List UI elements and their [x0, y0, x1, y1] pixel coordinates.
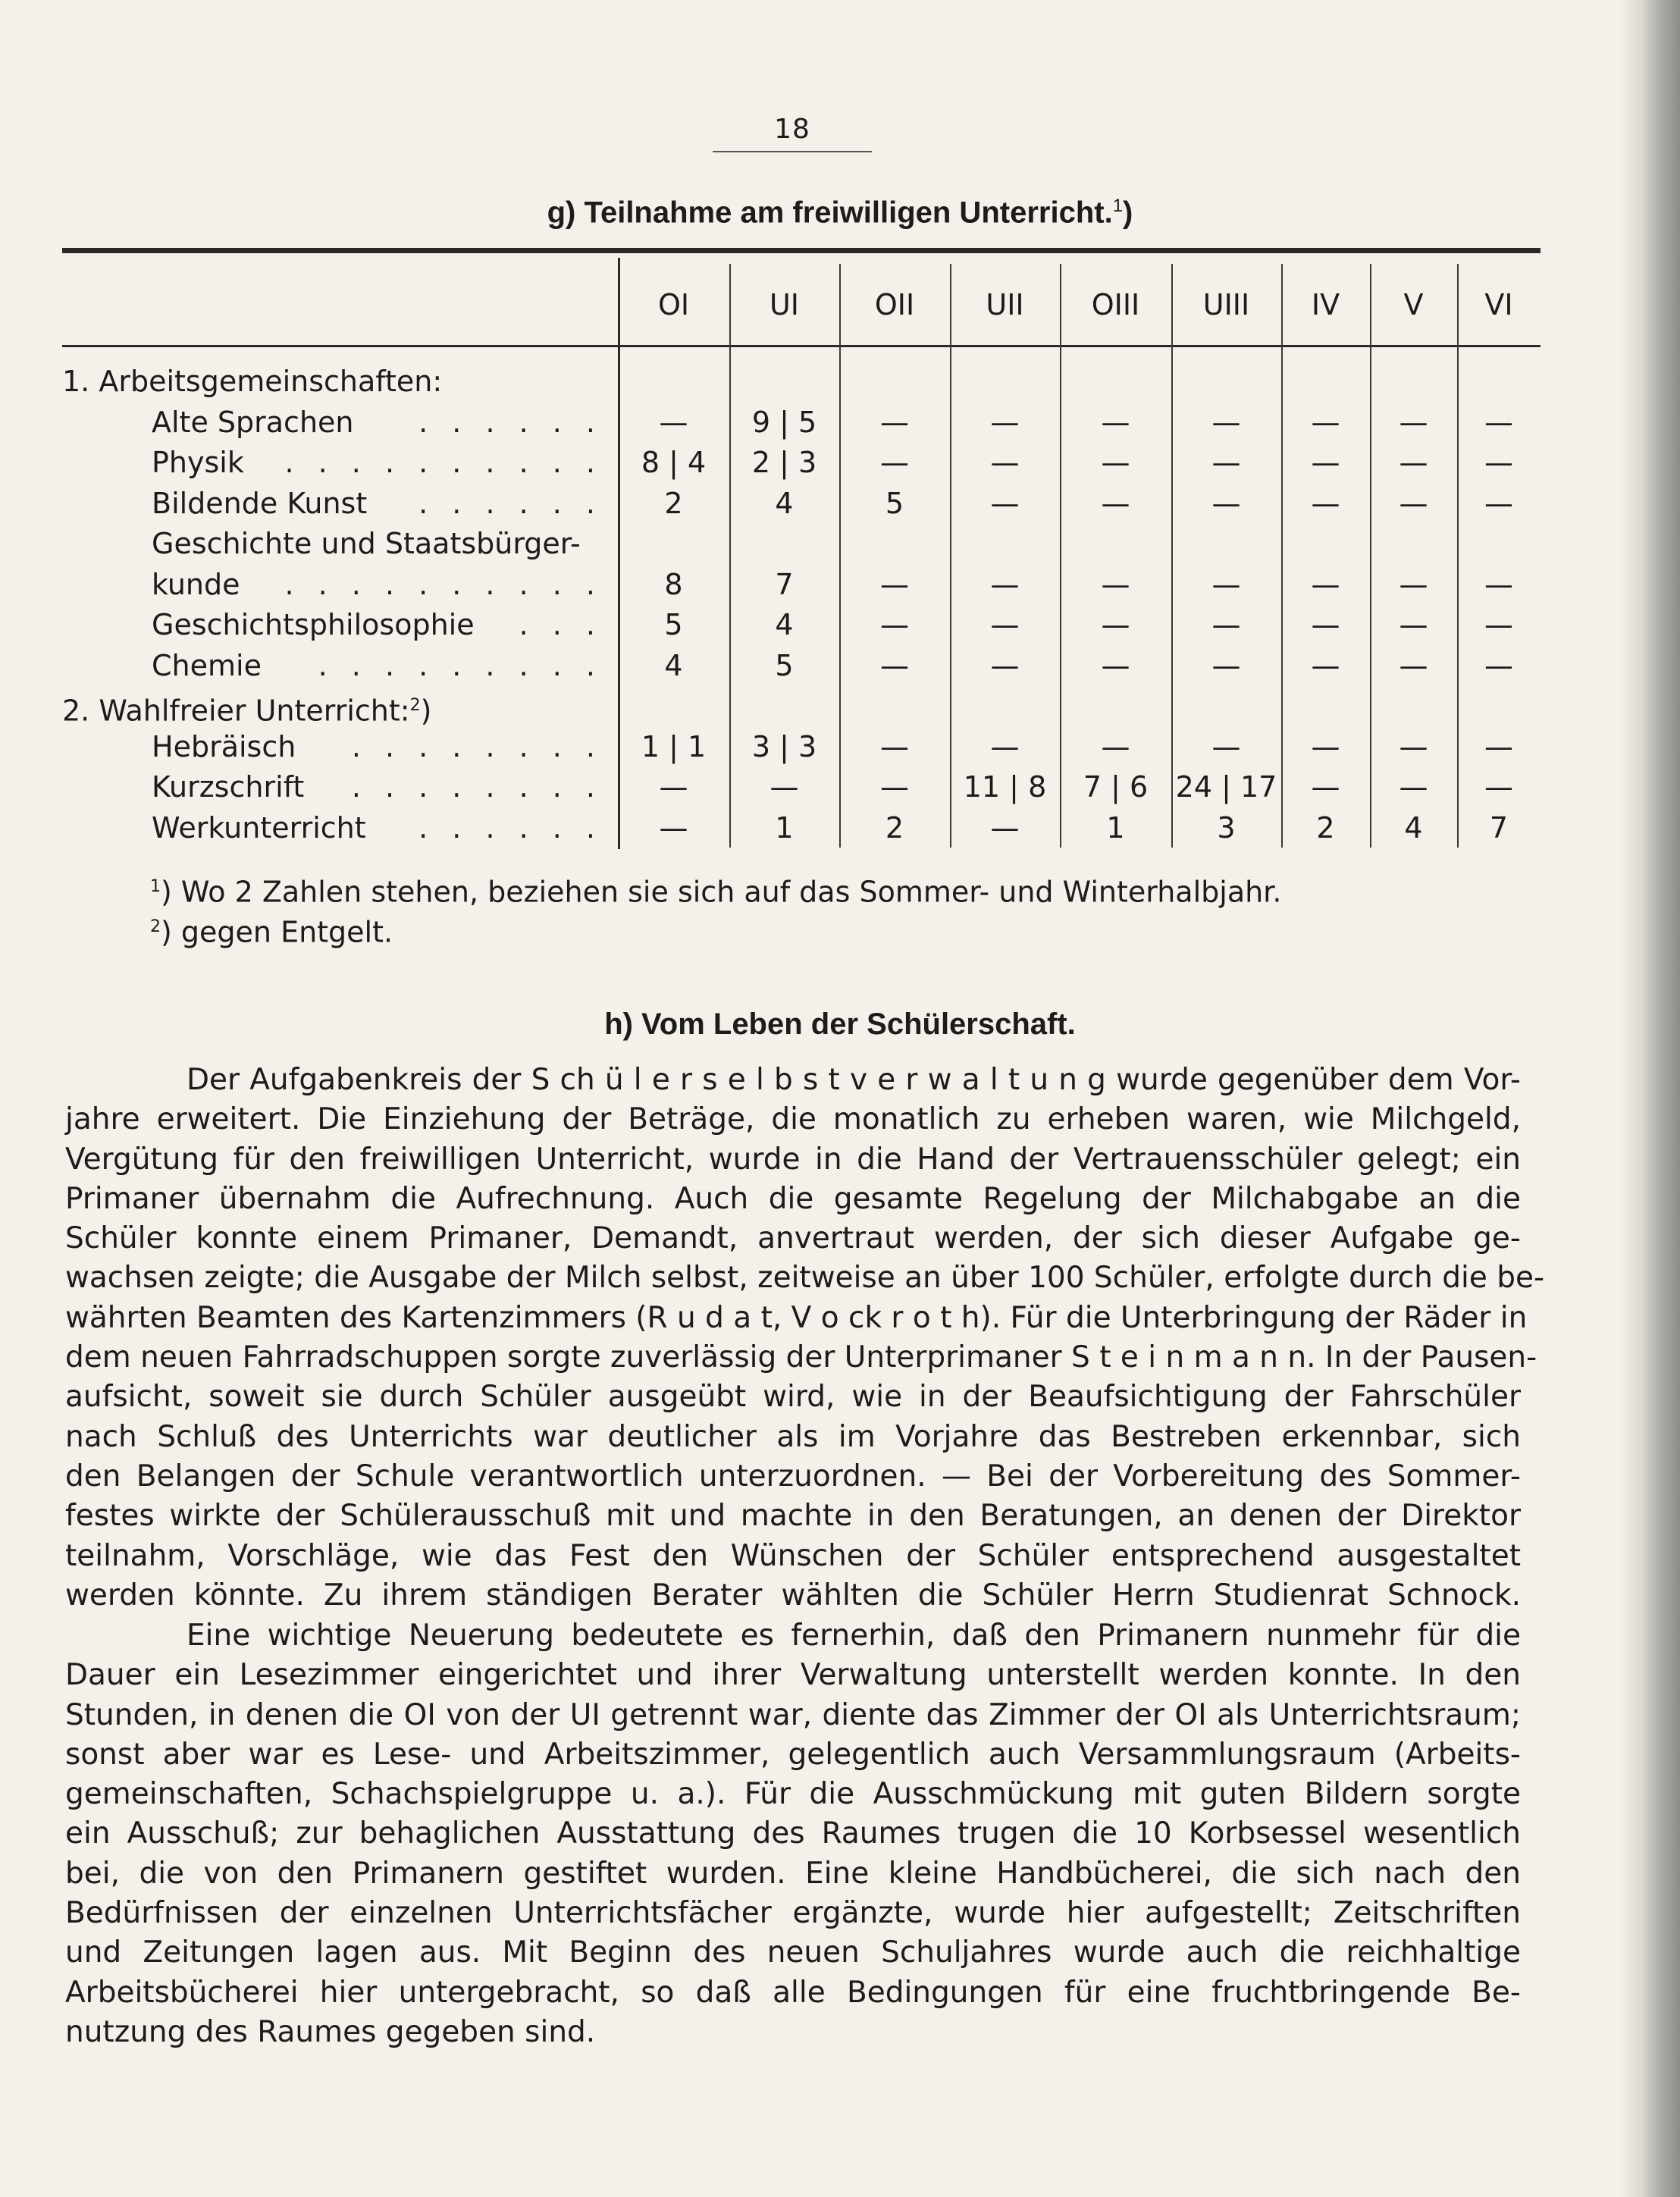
table-cell: —	[1101, 648, 1130, 682]
table-cell: —	[880, 446, 909, 479]
table-cell: —	[880, 405, 909, 439]
row-label	[152, 768, 304, 806]
section-g-title-text: g) Teilnahme am freiwilligen Unterricht.	[547, 196, 1113, 230]
paragraph-line: dem neuen Fahrradschuppen sorgte zuverlässig der Unterprimaner S t e i n m a n n. In der Pausen-	[65, 1340, 1537, 1375]
dot-leader: . . . . . . . . . .	[284, 567, 603, 601]
paragraph-line: nach Schluß des Unterrichts war deutlicher als im Vorjahre das Bestreben erkennbar, sich	[65, 1419, 1521, 1454]
table-cell: —	[1484, 770, 1513, 804]
table-cell: —	[659, 810, 688, 845]
row-label-text: Chemie	[152, 648, 262, 682]
table-cell: —	[1311, 729, 1340, 763]
table-cell: —	[990, 446, 1020, 479]
table-cell: —	[1101, 608, 1130, 641]
dot-leader: . . . . . . . . .	[318, 648, 603, 682]
paragraph-line: wachsen zeigte; die Ausgabe der Milch selbst, zeitweise an über 100 Schüler, erfolgte durch die be-	[65, 1261, 1545, 1296]
row-label-text: kunde	[152, 567, 240, 601]
row-label-text: Hebräisch	[152, 729, 296, 763]
footnote-1-mark: 1	[150, 877, 161, 896]
table-cell: —	[1484, 405, 1513, 439]
table-cell: —	[1211, 567, 1241, 601]
row-label-text: Alte Sprachen	[152, 405, 354, 439]
table-cell: —	[1311, 486, 1340, 520]
section-g-title-close: )	[1123, 196, 1133, 230]
table-cell: —	[1311, 567, 1340, 601]
dot-leader: . . . . . . . .	[351, 770, 603, 804]
row-label-text: Kurzschrift	[152, 770, 305, 804]
table-cell: 7	[1489, 810, 1509, 845]
table-cell: —	[1484, 567, 1513, 601]
column-header: UIII	[1202, 288, 1250, 321]
table-cell: —	[990, 608, 1020, 641]
table-cell: —	[1399, 446, 1428, 479]
row-label	[152, 606, 475, 644]
table-cell: —	[990, 486, 1020, 520]
column-header: OI	[657, 288, 690, 321]
table-header-rule	[62, 345, 1541, 347]
row-label-close: )	[420, 694, 432, 728]
paragraph-line: Eine wichtige Neuerung bedeutete es fernerhin, daß den Primanern nunmehr für die	[186, 1619, 1521, 1653]
table-cell: —	[1399, 729, 1428, 763]
row-label-text: 2. Wahlfreier Unterricht:	[62, 694, 410, 728]
dot-leader: . . . . . .	[418, 810, 603, 845]
table-cell: —	[1211, 608, 1241, 641]
footnote-1-text: ) Wo 2 Zahlen stehen, beziehen sie sich auf das Sommer- und Winterhalbjahr.	[161, 875, 1282, 909]
dot-leader: . . . . . .	[418, 486, 603, 520]
table-cell: 5	[664, 608, 683, 641]
footnote-2-mark: 2	[150, 917, 161, 936]
paragraph-line: Schüler konnte einem Primaner, Demandt, anvertraut werden, der sich dieser Aufgabe ge-	[65, 1221, 1521, 1256]
row-label-text: Physik	[152, 446, 244, 479]
paragraph-line: jahre erweitert. Die Einziehung der Beträge, die monatlich zu erheben waren, wie Milchgeld,	[65, 1102, 1521, 1137]
table-cell: 9 | 5	[751, 405, 817, 439]
paragraph-line: Stunden, in denen die OI von der UI getrennt war, diente das Zimmer der OI als Unterrichtsraum;	[65, 1697, 1521, 1732]
table-cell: —	[1311, 648, 1340, 682]
table-cell: —	[1211, 648, 1241, 682]
page-number: 18	[774, 114, 810, 145]
page-edge-shadow	[1619, 0, 1680, 2197]
column-header: OIII	[1091, 288, 1140, 321]
table-cell: —	[880, 608, 909, 641]
table-cell: —	[1399, 648, 1428, 682]
table-cell: —	[880, 729, 909, 763]
row-label	[152, 443, 244, 481]
table-cell: —	[1484, 446, 1513, 479]
table-cell: 3 | 3	[751, 729, 817, 763]
column-header: OII	[874, 288, 915, 321]
table-top-rule	[62, 248, 1541, 253]
row-label	[152, 566, 240, 603]
row-label-text: Werkunterricht	[152, 810, 366, 845]
paragraph-line: bei, die von den Primanern gestiftet wurden. Eine kleine Handbücherei, die sich nach den	[65, 1856, 1521, 1891]
table-cell: —	[1311, 608, 1340, 641]
table-cell: —	[990, 648, 1020, 682]
row-label-text: 1. Arbeitsgemeinschaften:	[62, 365, 443, 398]
section-g-footnote-mark: 1	[1112, 196, 1124, 216]
table-cell: —	[990, 810, 1020, 845]
table-cell: 11 | 8	[963, 770, 1047, 804]
table-cell: —	[880, 648, 909, 682]
table-cell: 8	[664, 567, 683, 601]
table-cell: —	[1399, 608, 1428, 641]
table-cell: —	[1211, 486, 1241, 520]
table-cell: —	[1101, 486, 1130, 520]
table-cell: —	[1311, 405, 1340, 439]
table-cell: 4	[775, 608, 794, 641]
table-cell: —	[1399, 405, 1428, 439]
dot-leader: . . . . . .	[418, 405, 603, 439]
table-cell: —	[880, 567, 909, 601]
table-cell: 5	[885, 486, 904, 520]
page-number-rule	[713, 151, 872, 152]
table-cell: 4	[664, 648, 683, 682]
paragraph-line: teilnahm, Vorschläge, wie das Fest den Wünschen der Schüler entsprechend ausgestaltet	[65, 1538, 1521, 1573]
table-cell: —	[990, 729, 1020, 763]
paragraph-line: Arbeitsbücherei hier untergebracht, so daß alle Bedingungen für eine fruchtbringende Be-	[65, 1975, 1521, 2010]
paragraph-line: nutzung des Raumes gegeben sind.	[65, 2014, 596, 2049]
table-cell: 2 | 3	[751, 446, 817, 479]
table-cell: —	[1484, 608, 1513, 641]
table-cell: —	[1311, 770, 1340, 804]
paragraph-line: den Belangen der Schule verantwortlich unterzuordnen. — Bei der Vorbereitung des Sommer-	[65, 1459, 1521, 1493]
row-label	[62, 362, 442, 400]
table-cell: 1 | 1	[641, 729, 707, 763]
table-cell: —	[990, 567, 1020, 601]
column-header: V	[1403, 288, 1424, 321]
footnote-1	[150, 868, 1281, 911]
paragraph-line: Primaner übernahm die Aufrechnung. Auch die gesamte Regelung der Milchabgabe an die	[65, 1181, 1521, 1216]
paragraph-student-self-administration	[65, 1061, 1545, 1616]
table-cell: 7 | 6	[1083, 770, 1149, 804]
paragraph-line: werden könnte. Zu ihrem ständigen Berater wählten die Schüler Herrn Studienrat Schnock.	[65, 1578, 1521, 1612]
column-header: VI	[1484, 288, 1513, 321]
table-cell: —	[1399, 567, 1428, 601]
table-cell: —	[1101, 729, 1130, 763]
paragraph-line: gemeinschaften, Schachspielgruppe u. a.). Für die Ausschmückung mit guten Bildern sorgte	[65, 1777, 1521, 1812]
table-cell: 1	[1106, 810, 1125, 845]
table-cell: 1	[775, 810, 794, 845]
paragraph-line: sonst aber war es Lese- und Arbeitszimmer, gelegentlich auch Versammlungsraum (Arbeits-	[65, 1737, 1521, 1772]
table-cell: 2	[885, 810, 904, 845]
table-cell: —	[1399, 770, 1428, 804]
table-cell: —	[769, 770, 799, 804]
row-label-footnote-mark: 2	[409, 696, 421, 715]
table-cell: —	[1101, 405, 1130, 439]
dot-leader: . . .	[519, 608, 603, 641]
table-cell: 8 | 4	[641, 446, 707, 479]
row-label	[152, 647, 262, 685]
section-g-title	[0, 196, 1680, 230]
table-cell: —	[1311, 446, 1340, 479]
table-cell: —	[659, 770, 688, 804]
table-cell: 2	[664, 486, 683, 520]
row-label-text: Geschichte und Staatsbürger-	[152, 527, 581, 560]
table-cell: —	[1484, 648, 1513, 682]
table-cell: —	[1101, 446, 1130, 479]
row-label	[152, 728, 296, 766]
paragraph-line: festes wirkte der Schülerausschuß mit und machte in den Beratungen, an denen der Direktor	[65, 1499, 1521, 1534]
paragraph-line: ein Ausschuß; zur behaglichen Ausstattung des Raumes trugen die 10 Korbsessel wesentlich	[65, 1816, 1521, 1851]
table-cell: —	[1399, 486, 1428, 520]
footnote-2	[150, 908, 393, 951]
row-label-text: Geschichtsphilosophie	[152, 608, 475, 641]
table-cell: 4	[1404, 810, 1423, 845]
table-cell: —	[880, 770, 909, 804]
row-label	[152, 484, 367, 522]
row-label	[152, 403, 354, 441]
table-cell: —	[1484, 486, 1513, 520]
row-label	[152, 525, 581, 563]
paragraph-line: währten Beamten des Kartenzimmers (R u d a t, V o ck r o t h). Für die Unterbringung der Räder in	[65, 1300, 1528, 1335]
footnote-2-text: ) gegen Entgelt.	[161, 915, 393, 949]
column-header: IV	[1311, 288, 1340, 321]
table-cell: —	[659, 405, 688, 439]
paragraph-line: Der Aufgabenkreis der S ch ü l e r s e l b s t v e r w a l t u n g wurde gegenüber dem Vor-	[186, 1063, 1521, 1097]
table-cell: 7	[775, 567, 794, 601]
table-cell: —	[1484, 729, 1513, 763]
table-cell: —	[1211, 446, 1241, 479]
table-cell: —	[990, 405, 1020, 439]
table-cell: —	[1211, 729, 1241, 763]
section-h-title: h) Vom Leben der Schülerschaft.	[604, 1008, 1076, 1041]
paragraph-line: Vergütung für den freiwilligen Unterricht, wurde in die Hand der Vertrauensschüler gelegt; ein	[65, 1142, 1521, 1177]
paragraph-line: und Zeitungen lagen aus. Mit Beginn des neuen Schuljahres wurde auch die reichhaltige	[65, 1935, 1521, 1970]
table-cell: 2	[1316, 810, 1335, 845]
dot-leader: . . . . . . . .	[351, 729, 603, 763]
row-label	[152, 809, 366, 847]
paragraph-line: Bedürfnissen der einzelnen Unterrichtsfächer ergänzte, wurde hier aufgestellt; Zeitschriften	[65, 1896, 1521, 1931]
row-label	[62, 687, 431, 730]
table-cell: 3	[1217, 810, 1236, 845]
paragraph-reading-room	[65, 1616, 1521, 2052]
table-cell: —	[1211, 405, 1241, 439]
column-header: UI	[769, 288, 800, 321]
column-header: UII	[986, 288, 1024, 321]
row-label-text: Bildende Kunst	[152, 486, 368, 520]
paragraph-line: aufsicht, soweit sie durch Schüler ausgeübt wird, wie in der Beaufsichtigung der Fahrschüler	[65, 1380, 1521, 1415]
table-cell: 4	[775, 486, 794, 520]
paragraph-line: Dauer ein Lesezimmer eingerichtet und ihrer Verwaltung unterstellt werden konnte. In den	[65, 1658, 1521, 1693]
table-cell: 5	[775, 648, 794, 682]
table-cell: 24 | 17	[1175, 770, 1277, 804]
dot-leader: . . . . . . . . . .	[284, 446, 603, 479]
table-cell: —	[1101, 567, 1130, 601]
